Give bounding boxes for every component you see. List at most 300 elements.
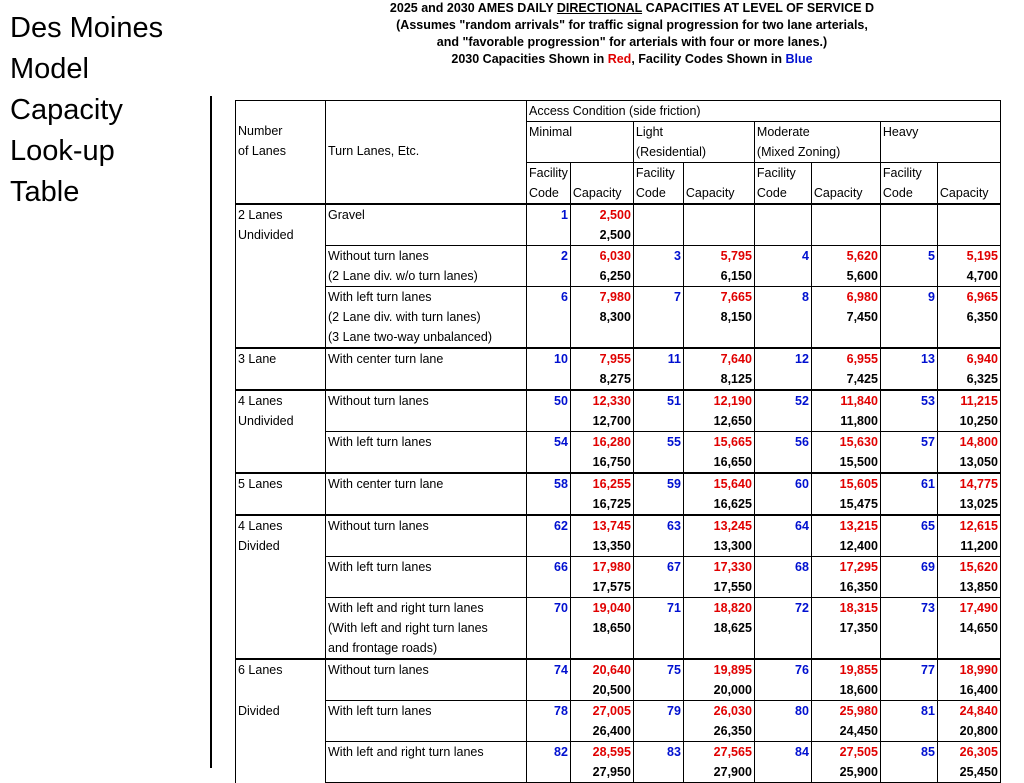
header-line-4	[240, 51, 1024, 68]
capacity-cell	[811, 246, 880, 287]
facility-code	[754, 701, 811, 742]
header-line-1	[240, 0, 1024, 17]
turn-lanes-text: (3 Lane two-way unbalanced)	[328, 330, 492, 344]
capacity-cell	[570, 348, 633, 390]
capacity-2025-value: 17,350	[839, 621, 878, 635]
header-text: 2030 Capacities Shown in	[451, 52, 608, 66]
facility-code-value: 57	[921, 435, 935, 449]
lanes-cell	[236, 246, 326, 287]
table-row	[236, 348, 1001, 390]
facility-code	[633, 701, 683, 742]
facility-code-value: 4	[801, 249, 809, 263]
capacity-2030-value: 5,620	[846, 249, 878, 263]
lanes-text: 5 Lanes	[238, 477, 283, 491]
capacity-label: Capacity	[939, 186, 989, 200]
facility-code	[633, 598, 683, 660]
capacity-cell	[570, 473, 633, 515]
turn-lanes-text: (2 Lane div. with turn lanes)	[328, 310, 481, 324]
capacity-2030-value: 6,940	[966, 352, 998, 366]
capacity-2030-value: 5,795	[720, 249, 752, 263]
table-row	[236, 742, 1001, 783]
facility-code-value: 81	[921, 704, 935, 718]
capacity-2030-value: 5,195	[966, 249, 998, 263]
facility-code	[527, 246, 571, 287]
facility-code-value: 76	[795, 663, 809, 677]
capacity-cell	[570, 659, 633, 701]
facility-label: Facility	[635, 166, 675, 180]
capacity-2025-value: 15,500	[839, 455, 878, 469]
facility-code-value: 72	[795, 601, 809, 615]
lanes-text: 3 Lane	[238, 352, 277, 366]
capacity-2025-value: 12,400	[839, 539, 878, 553]
capacity-cell	[570, 515, 633, 557]
capacity-2030-value: 27,005	[592, 704, 631, 718]
side-title	[10, 8, 210, 213]
facility-code	[880, 432, 937, 474]
turn-lanes-text: Without turn lanes	[328, 249, 429, 263]
capacity-cell	[683, 390, 754, 432]
facility-code-header	[633, 163, 683, 205]
capacity-2025-value: 27,950	[592, 765, 631, 779]
capacity-2025-value: 17,575	[592, 580, 631, 594]
facility-code	[880, 473, 937, 515]
table-row	[236, 390, 1001, 432]
header-text: , Facility Codes Shown in	[631, 52, 786, 66]
facility-code-value: 69	[921, 560, 935, 574]
capacity-cell	[811, 348, 880, 390]
facility-code	[633, 432, 683, 474]
facility-label: Facility	[529, 166, 568, 180]
lanes-text: 6 Lanes	[238, 663, 283, 677]
facility-code-value: 5	[927, 249, 935, 263]
capacity-2025-value: 16,650	[713, 455, 752, 469]
header-line-2: (Assumes "random arrivals" for traffic signal progression for two lane arterials,	[396, 18, 868, 32]
capacity-cell	[811, 515, 880, 557]
facility-code-value: 84	[795, 745, 809, 759]
capacity-2025-value: 20,000	[713, 683, 752, 697]
facility-code-value: 1	[560, 208, 568, 222]
side-title-line: Look-up	[10, 135, 115, 167]
capacity-2025-value: 27,900	[713, 765, 752, 779]
capacity-2025-value: 25,900	[839, 765, 878, 779]
condition-light	[633, 122, 754, 163]
capacity-cell	[683, 473, 754, 515]
capacity-2025-value: 6,350	[966, 310, 998, 324]
capacity-2025-value: 7,450	[846, 310, 878, 324]
turn-lanes-text: With left and right turn lanes	[328, 745, 484, 759]
capacity-cell	[937, 432, 1000, 474]
turn-lanes-text: (With left and right turn lanes	[328, 621, 488, 635]
capacity-2025-value: 6,325	[966, 372, 998, 386]
turn-lanes-cell	[326, 701, 527, 742]
capacity-cell	[937, 515, 1000, 557]
facility-code-value: 2	[560, 249, 568, 263]
header-underlined: DIRECTIONAL	[556, 1, 643, 15]
facility-code-value: 58	[554, 477, 568, 491]
condition-sublabel: (Residential)	[635, 145, 707, 159]
capacity-label: Capacity	[572, 186, 622, 200]
capacity-2025-value: 2,500	[599, 228, 631, 242]
capacity-2030-value: 24,840	[959, 704, 998, 718]
side-title-line: Table	[10, 176, 80, 208]
capacity-2025-value: 20,800	[959, 724, 998, 738]
lanes-cell	[236, 204, 326, 246]
capacity-2030-value: 25,980	[839, 704, 878, 718]
capacity-header	[570, 163, 633, 205]
capacity-cell	[683, 742, 754, 783]
capacity-cell	[811, 390, 880, 432]
capacity-2030-value: 27,565	[713, 745, 752, 759]
lanes-text: 4 Lanes	[238, 394, 283, 408]
capacity-cell	[937, 742, 1000, 783]
facility-code	[527, 348, 571, 390]
capacity-cell	[811, 287, 880, 349]
facility-code-value: 85	[921, 745, 935, 759]
lanes-text: Divided	[238, 539, 280, 553]
capacity-2025-value: 12,700	[592, 414, 631, 428]
facility-code	[527, 390, 571, 432]
capacity-2025-value	[940, 225, 998, 245]
lanes-text: 4 Lanes	[238, 519, 283, 533]
facility-code-value: 74	[554, 663, 568, 677]
capacity-2025-value: 26,350	[713, 724, 752, 738]
facility-code	[633, 390, 683, 432]
table-row	[236, 204, 1001, 246]
facility-code	[527, 432, 571, 474]
facility-code	[527, 473, 571, 515]
facility-code	[880, 701, 937, 742]
turn-lanes-cell	[326, 742, 527, 783]
capacity-2030-value: 16,280	[592, 435, 631, 449]
table-row	[236, 659, 1001, 701]
facility-code	[633, 659, 683, 701]
capacity-cell	[811, 557, 880, 598]
facility-code-value: 9	[927, 290, 935, 304]
capacity-cell	[937, 557, 1000, 598]
header-red-word: Red	[607, 52, 632, 66]
capacity-2030-value: 6,030	[599, 249, 631, 263]
capacity-2025-value: 18,600	[839, 683, 878, 697]
header-row	[236, 101, 1001, 122]
facility-code	[880, 390, 937, 432]
facility-code	[633, 348, 683, 390]
capacity-header	[811, 163, 880, 205]
facility-code-value: 68	[795, 560, 809, 574]
capacity-cell	[937, 659, 1000, 701]
capacity-2030-value: 17,980	[592, 560, 631, 574]
table-row	[236, 246, 1001, 287]
facility-code-value: 66	[554, 560, 568, 574]
turn-lanes-text: Without turn lanes	[328, 519, 429, 533]
facility-code	[754, 515, 811, 557]
turn-lanes-cell	[326, 287, 527, 349]
capacity-2030-value: 7,955	[599, 352, 631, 366]
facility-code-value: 65	[921, 519, 935, 533]
condition-label: Moderate	[756, 125, 810, 139]
table-row	[236, 287, 1001, 349]
facility-code	[527, 515, 571, 557]
capacity-2025-value: 12,650	[713, 414, 752, 428]
capacity-cell	[811, 473, 880, 515]
capacity-2025-value: 20,500	[592, 683, 631, 697]
capacity-cell	[937, 246, 1000, 287]
capacity-2030-value: 13,245	[713, 519, 752, 533]
capacity-2030-value	[686, 205, 752, 225]
capacity-2025-value	[814, 225, 878, 245]
facility-code-value: 82	[554, 745, 568, 759]
turn-lanes-text: With left turn lanes	[328, 435, 432, 449]
capacity-2030-value: 18,315	[839, 601, 878, 615]
turn-lanes-text: With left turn lanes	[328, 290, 432, 304]
table-row	[236, 515, 1001, 557]
capacity-2030-value: 17,330	[713, 560, 752, 574]
lanes-cell	[236, 432, 326, 474]
capacity-2025-value: 7,425	[846, 372, 878, 386]
capacity-2030-value: 11,215	[960, 394, 998, 408]
facility-code	[754, 390, 811, 432]
table-row	[236, 473, 1001, 515]
facility-code	[633, 557, 683, 598]
facility-code	[527, 557, 571, 598]
side-title-line: Capacity	[10, 94, 123, 126]
facility-code	[754, 246, 811, 287]
capacity-2030-value: 2,500	[599, 208, 631, 222]
capacity-2025-value: 14,650	[959, 621, 998, 635]
facility-code-value	[883, 205, 935, 225]
facility-code	[754, 287, 811, 349]
lanes-cell	[236, 701, 326, 742]
facility-code	[880, 348, 937, 390]
facility-code-value: 59	[667, 477, 681, 491]
capacity-2030-value: 15,620	[959, 560, 998, 574]
capacity-2030-value: 19,895	[713, 663, 752, 677]
left-border-strip	[207, 96, 215, 768]
capacity-2025-value: 5,600	[846, 269, 878, 283]
capacity-2030-value	[814, 205, 878, 225]
capacity-2030-value: 6,965	[966, 290, 998, 304]
capacity-cell	[937, 348, 1000, 390]
capacity-2025-value: 8,125	[720, 372, 752, 386]
turn-lanes-cell	[326, 659, 527, 701]
facility-code-value: 73	[921, 601, 935, 615]
lanes-text: 2 Lanes	[238, 208, 283, 222]
turn-lanes-cell	[326, 246, 527, 287]
table-row	[236, 701, 1001, 742]
capacity-2030-value: 15,640	[713, 477, 752, 491]
turn-lanes-cell	[326, 515, 527, 557]
facility-code	[527, 204, 571, 246]
capacity-2025-value: 13,850	[959, 580, 998, 594]
condition-minimal	[527, 122, 634, 163]
capacity-2025-value: 11,800	[840, 414, 878, 428]
capacity-cell	[683, 246, 754, 287]
facility-code-value: 11	[667, 352, 681, 366]
capacity-2025-value: 13,300	[713, 539, 752, 553]
capacity-2025-value: 8,300	[599, 310, 631, 324]
header-blue-word: Blue	[785, 52, 813, 66]
lanes-header-l1: Number	[238, 124, 283, 138]
turn-lanes-cell	[326, 473, 527, 515]
facility-code	[754, 204, 811, 246]
capacity-2030-value: 18,820	[713, 601, 752, 615]
facility-code	[754, 473, 811, 515]
facility-code-value: 80	[795, 704, 809, 718]
turn-header-text: Turn Lanes, Etc.	[328, 144, 420, 158]
turn-lanes-text: and frontage roads)	[328, 641, 438, 655]
capacity-2025-value: 8,150	[720, 310, 752, 324]
capacity-2030-value: 13,745	[592, 519, 631, 533]
facility-code	[880, 598, 937, 660]
capacity-2030-value: 18,990	[959, 663, 998, 677]
capacity-2030-value: 17,295	[839, 560, 878, 574]
facility-code-header	[880, 163, 937, 205]
capacity-2025-value: 6,250	[599, 269, 631, 283]
facility-code-value	[636, 205, 681, 225]
capacity-2025-value: 18,625	[713, 621, 752, 635]
capacity-cell	[811, 432, 880, 474]
facility-code-value: 51	[667, 394, 681, 408]
capacity-2030-value: 16,255	[592, 477, 631, 491]
facility-code-value: 12	[795, 352, 809, 366]
capacity-cell	[683, 659, 754, 701]
lanes-cell	[236, 598, 326, 660]
capacity-cell	[683, 515, 754, 557]
lanes-cell	[236, 515, 326, 557]
facility-code-value: 67	[667, 560, 681, 574]
facility-code-value: 63	[667, 519, 681, 533]
facility-code	[527, 287, 571, 349]
condition-sublabel: (Mixed Zoning)	[756, 145, 841, 159]
facility-code	[754, 659, 811, 701]
facility-label: Facility	[756, 166, 796, 180]
capacity-cell	[570, 204, 633, 246]
lanes-cell	[236, 390, 326, 432]
turn-lanes-cell	[326, 390, 527, 432]
capacity-2030-value: 20,640	[592, 663, 631, 677]
capacity-cell	[937, 473, 1000, 515]
lanes-header	[236, 101, 326, 205]
capacity-2030-value: 26,305	[959, 745, 998, 759]
capacity-cell	[683, 701, 754, 742]
facility-code	[880, 742, 937, 783]
capacity-2030-value: 7,640	[720, 352, 752, 366]
facility-code-value: 53	[921, 394, 935, 408]
capacity-2030-value: 28,595	[592, 745, 631, 759]
code-label: Code	[882, 186, 913, 200]
capacity-cell	[811, 659, 880, 701]
turn-header	[326, 101, 527, 205]
side-title-line: Model	[10, 53, 89, 85]
turn-lanes-text: With center turn lane	[328, 477, 444, 491]
facility-code-value: 8	[801, 290, 809, 304]
facility-code	[527, 742, 571, 783]
table-row	[236, 432, 1001, 474]
capacity-cell	[937, 287, 1000, 349]
turn-lanes-text: Gravel	[328, 208, 365, 222]
lanes-cell	[236, 473, 326, 515]
facility-code-value: 83	[667, 745, 681, 759]
turn-lanes-text: (2 Lane div. w/o turn lanes)	[328, 269, 478, 283]
facility-code	[880, 557, 937, 598]
facility-code	[880, 659, 937, 701]
facility-code-value: 3	[673, 249, 681, 263]
facility-code-value: 61	[921, 477, 935, 491]
capacity-cell	[683, 204, 754, 246]
facility-code-value: 79	[667, 704, 681, 718]
capacity-cell	[570, 598, 633, 660]
capacity-2025-value: 10,250	[959, 414, 998, 428]
condition-sublabel	[529, 142, 631, 162]
capacity-cell	[570, 390, 633, 432]
table-header	[240, 0, 1024, 68]
capacity-cell	[570, 432, 633, 474]
capacity-cell	[937, 204, 1000, 246]
facility-code	[754, 557, 811, 598]
facility-label: Facility	[882, 166, 922, 180]
turn-lanes-text: With left and right turn lanes	[328, 601, 484, 615]
header-text: CAPACITIES AT LEVEL OF SERVICE D	[642, 1, 875, 15]
access-condition-header: Access Condition (side friction)	[527, 101, 1001, 122]
capacity-cell	[683, 287, 754, 349]
capacity-cell	[570, 287, 633, 349]
facility-code	[880, 515, 937, 557]
capacity-2030-value: 19,040	[592, 601, 631, 615]
capacity-2025-value: 25,450	[959, 765, 998, 779]
facility-code	[754, 348, 811, 390]
facility-code	[633, 287, 683, 349]
turn-lanes-cell	[326, 348, 527, 390]
facility-code-value: 10	[554, 352, 568, 366]
turn-lanes-text: Without turn lanes	[328, 663, 429, 677]
capacity-2025-value: 8,275	[599, 372, 631, 386]
turn-lanes-cell	[326, 598, 527, 660]
capacity-label: Capacity	[813, 186, 863, 200]
capacity-2025-value: 13,050	[959, 455, 998, 469]
facility-code-value: 54	[554, 435, 568, 449]
capacity-table	[235, 100, 1001, 783]
condition-label: Light	[635, 125, 664, 139]
lanes-header-l2: of Lanes	[238, 144, 286, 158]
facility-code-value: 64	[795, 519, 809, 533]
facility-code-value: 70	[554, 601, 568, 615]
capacity-2025-value	[686, 225, 752, 245]
header-text: 2025 and 2030 AMES DAILY	[389, 1, 557, 15]
capacity-2030-value: 26,030	[713, 704, 752, 718]
lanes-cell	[236, 287, 326, 349]
turn-lanes-text: With left turn lanes	[328, 704, 432, 718]
facility-code	[527, 598, 571, 660]
capacity-2030-value: 17,490	[959, 601, 998, 615]
lanes-cell	[236, 348, 326, 390]
facility-code	[527, 659, 571, 701]
capacity-2030-value: 11,840	[840, 394, 878, 408]
facility-code-value: 78	[554, 704, 568, 718]
facility-code	[880, 246, 937, 287]
facility-code	[633, 246, 683, 287]
capacity-2030-value: 6,955	[846, 352, 878, 366]
lanes-cell	[236, 557, 326, 598]
condition-sublabel	[883, 142, 998, 162]
turn-lanes-text: Without turn lanes	[328, 394, 429, 408]
facility-code-header	[527, 163, 571, 205]
capacity-2025-value: 16,625	[713, 497, 752, 511]
condition-heavy	[880, 122, 1000, 163]
capacity-2030-value: 15,605	[839, 477, 878, 491]
capacity-2030-value: 19,855	[839, 663, 878, 677]
code-label: Code	[529, 186, 559, 200]
turn-lanes-cell	[326, 432, 527, 474]
capacity-2025-value: 4,700	[966, 269, 998, 283]
